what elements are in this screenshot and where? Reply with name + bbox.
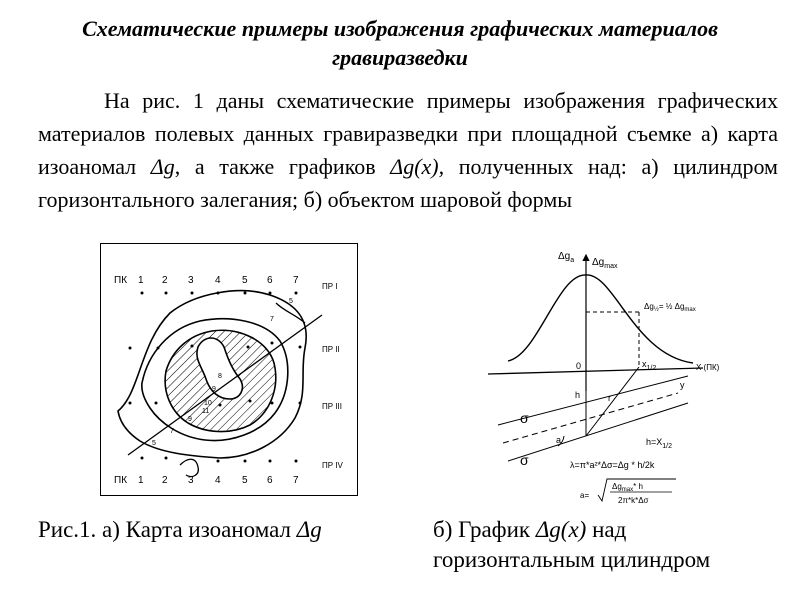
contour-mark-4: 9 xyxy=(212,386,216,393)
contour-small-bottom xyxy=(180,459,198,476)
a-denominator: 2π*k*Δσ xyxy=(618,496,649,505)
sigma-lower: σ xyxy=(520,452,529,468)
half-label-main: Δg xyxy=(644,302,654,311)
layer-line-dashed xyxy=(503,393,678,443)
y-axis-label-sub: a xyxy=(570,257,575,264)
picket-top-7: 7 xyxy=(293,275,299,286)
x-half-main: x xyxy=(642,359,647,369)
caption-a-dg: Δg xyxy=(296,517,322,542)
picket-bottom-5: 5 xyxy=(242,475,248,486)
caption-b-dgx: Δg(x) xyxy=(535,517,587,542)
picket-bottom-2: 2 xyxy=(162,475,168,486)
contour-mark-6: 11 xyxy=(202,408,210,415)
paragraph-part-2: , а также графиков xyxy=(174,154,391,179)
sigma-upper: σ xyxy=(520,410,529,426)
a-numerator xyxy=(612,482,643,493)
half-formula-sub: max xyxy=(684,307,696,313)
y-axis-label xyxy=(558,251,574,264)
layer-line-lower xyxy=(508,403,688,461)
paragraph-part-3: полученных над: а) цилиндром горизонтального залегания; б) объектом шаровой формы xyxy=(38,154,778,212)
picket-bottom-7: 7 xyxy=(293,475,299,486)
isoanomaly-map-figure xyxy=(100,243,358,496)
y-axis-label-main: Δg xyxy=(558,251,571,262)
pk-label-top: ПК xyxy=(114,275,128,286)
contour-mark-5: 10 xyxy=(204,400,212,407)
picket-top-1: 1 xyxy=(138,275,144,286)
max-label-main: Δg xyxy=(592,257,605,268)
x-axis-label: X (ПК) xyxy=(696,363,720,372)
contour-mark-3: 8 xyxy=(218,373,222,380)
half-formula: = ½ Δg xyxy=(658,302,685,311)
picket-bottom-4: 4 xyxy=(215,475,221,486)
paragraph-dg: Δg xyxy=(150,154,175,179)
max-label-sub: max xyxy=(604,263,618,270)
alpha-label: a xyxy=(556,435,562,445)
a-num-main: Δg xyxy=(612,482,622,491)
profile-3-label: ПР III xyxy=(322,402,342,411)
caption-figure-a xyxy=(38,515,322,545)
caption-figure-b xyxy=(433,515,773,575)
cylinder-graph-figure xyxy=(478,243,738,508)
caption-b-rest: над горизонтальным цилиндром xyxy=(433,517,711,572)
h-eq-sub: 1/2 xyxy=(662,443,672,450)
picket-top-3: 3 xyxy=(188,275,194,286)
paragraph-part-1: На рис. 1 даны схематические примеры изображения графических материалов полевых данных гравиразведки при площадной съемке а) карта изоаномал xyxy=(38,88,778,179)
picket-top-2: 2 xyxy=(162,275,168,286)
x-half-sub: 1/2 xyxy=(646,365,657,372)
body-paragraph xyxy=(38,84,778,216)
contour-mark-8: 7 xyxy=(170,428,174,435)
caption-b-text: б) График xyxy=(433,517,536,542)
origin-label: 0 xyxy=(576,361,582,371)
contour-mark-2: 7 xyxy=(270,316,274,323)
contour-mark-9: 5 xyxy=(152,440,156,447)
picket-top-5: 5 xyxy=(242,275,248,286)
y-label: y xyxy=(680,380,685,390)
a-num-sub: max xyxy=(621,487,634,493)
picket-bottom-3: 3 xyxy=(188,475,194,486)
paragraph-dgx: Δg(x), xyxy=(390,154,445,179)
profile-2-label: ПР II xyxy=(322,345,340,354)
a-formula-label: a= xyxy=(580,491,590,500)
h-label: h xyxy=(575,390,581,400)
half-label-sub: ½ xyxy=(653,307,659,313)
a-num-end: * h xyxy=(633,482,643,491)
profile-1-label: ПР I xyxy=(322,282,338,291)
profile-4-label: ПР IV xyxy=(322,461,343,470)
r-line xyxy=(586,367,639,436)
h-eq-label xyxy=(646,437,672,450)
r-label: r xyxy=(608,393,611,403)
half-label xyxy=(644,302,696,313)
lambda-formula: λ=π*a²*Δσ=Δg * h/2k xyxy=(570,460,655,470)
picket-bottom-6: 6 xyxy=(267,475,273,486)
caption-a-text: Рис.1. а) Карта изоаномал xyxy=(38,517,297,542)
contour-mark-7: 9 xyxy=(188,416,192,423)
picket-bottom-1: 1 xyxy=(138,475,144,486)
x-axis xyxy=(488,368,703,374)
anomaly-curve xyxy=(508,275,696,363)
contour-mark-1: 5 xyxy=(289,298,293,305)
max-label xyxy=(592,257,618,270)
page-title: Схематические примеры изображения графических материалов гравиразведки xyxy=(82,16,718,70)
h-eq-main: h=X xyxy=(646,437,663,447)
pk-label-bottom: ПК xyxy=(114,475,128,486)
picket-top-6: 6 xyxy=(267,275,273,286)
picket-top-4: 4 xyxy=(215,275,221,286)
